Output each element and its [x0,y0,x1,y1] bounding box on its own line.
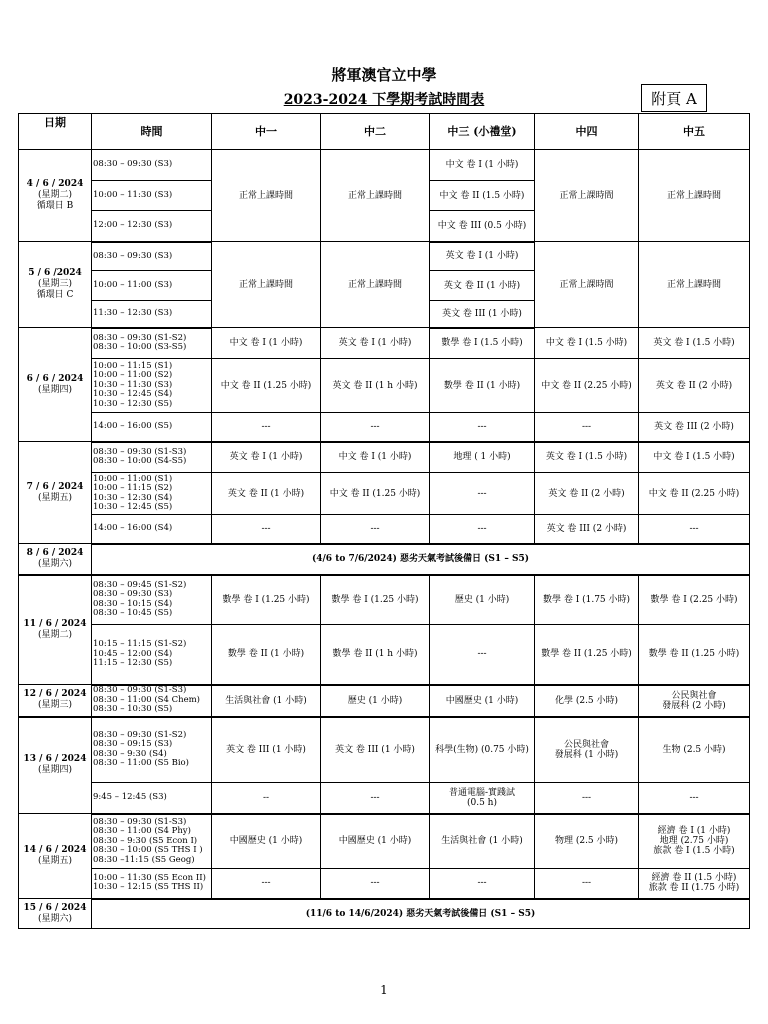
exam-cell: 正常上課時間 [535,242,639,328]
exam-cell: 正常上課時間 [639,242,750,328]
exam-cell: 公民與社會 發展科 (1 小時) [535,717,639,783]
exam-cell: 中文 卷 I (1 小時) [212,328,321,359]
time-cell: 08:30 – 09:30 (S1-S3) 08:30 – 11:00 (S4 Phy) 08:30 – 9:30 (S5 Econ I) 08:30 – 10:00 (S5 THS I ) 08:30 –11:15 (S5 Geog) [92,814,212,869]
exam-cell: --- [212,869,321,899]
time-cell: 10:00 – 11:30 (S5 Econ II) 10:30 – 12:15 (S5 THS II) [92,869,212,899]
exam-cell: 正常上課時間 [212,242,321,328]
exam-cell: --- [321,413,430,442]
exam-cell: 英文 卷 III (1 小時) [212,717,321,783]
header-s5: 中五 [639,114,750,150]
exam-cell: --- [535,413,639,442]
exam-cell: 中文 卷 II (2.25 小時) [639,473,750,515]
time-cell: 10:00 – 11:00 (S1) 10:00 – 11:15 (S2) 10:30 – 12:30 (S4) 10:30 – 12:45 (S5) [92,473,212,515]
table-row [19,515,750,544]
exam-cell: 中文 卷 I (1 小時) [430,150,535,181]
exam-cell: --- [430,869,535,899]
header-time: 時間 [92,114,212,150]
date-cell: 11 / 6 / 2024 (星期二) [19,575,92,685]
exam-cell: 數學 卷 II (1 h 小時) [321,625,430,685]
exam-cell: -- [212,783,321,814]
exam-cell: --- [321,515,430,544]
exam-cell: 英文 卷 II (2 小時) [535,473,639,515]
exam-cell: 數學 卷 I (1.5 小時) [430,328,535,359]
exam-cell: 中國歷史 (1 小時) [430,685,535,717]
date-cell: 4 / 6 / 2024 (星期二) 循環日 B [19,150,92,242]
page-number: 1 [380,983,388,997]
exam-cell: --- [430,473,535,515]
exam-cell: 歷史 (1 小時) [430,575,535,625]
exam-cell: 英文 卷 I (1 小時) [321,328,430,359]
exam-cell: 英文 卷 III (1 小時) [321,717,430,783]
time-cell: 10:00 – 11:15 (S1) 10:00 – 11:00 (S2) 10:30 – 11:30 (S3) 10:30 – 12:45 (S4) 10:30 – 12:30 (S5) [92,359,212,413]
table-row [19,869,750,899]
table-row [19,899,750,929]
exam-cell: 中國歷史 (1 小時) [321,814,430,869]
exam-cell: 數學 卷 II (1.25 小時) [535,625,639,685]
exam-cell: --- [321,783,430,814]
table-row [19,150,750,181]
exam-cell: --- [639,515,750,544]
table-row [19,544,750,575]
exam-cell: --- [430,413,535,442]
exam-cell: --- [212,515,321,544]
exam-cell: 中文 卷 I (1 小時) [321,442,430,473]
school-name: 將軍澳官立中學 [331,66,437,84]
time-cell: 08:30 – 09:30 (S1-S3) 08:30 – 10:00 (S4-S5) [92,442,212,473]
exam-cell: --- [430,515,535,544]
exam-cell: 生物 (2.5 小時) [639,717,750,783]
exam-cell: 中文 卷 I (1.5 小時) [639,442,750,473]
exam-cell: 正常上課時間 [321,242,430,328]
exam-cell: 英文 卷 I (1.5 小時) [639,328,750,359]
time-cell: 08:30 – 09:45 (S1-S2) 08:30 – 09:30 (S3) 08:30 – 10:15 (S4) 08:30 – 10:45 (S5) [92,575,212,625]
exam-cell: 普通電腦-實踐試 (0.5 h) [430,783,535,814]
exam-cell: 經濟 卷 I (1 小時) 地理 (2.75 小時) 旅款 卷 I (1.5 小時) [639,814,750,869]
date-cell: 6 / 6 / 2024 (星期四) [19,328,92,442]
time-cell: 10:15 – 11:15 (S1-S2) 10:45 – 12:00 (S4) 11:15 – 12:30 (S5) [92,625,212,685]
exam-cell: 數學 卷 I (1.75 小時) [535,575,639,625]
exam-cell: 英文 卷 II (2 小時) [639,359,750,413]
exam-cell: 地理 ( 1 小時) [430,442,535,473]
exam-cell: 中文 卷 II (1.25 小時) [321,473,430,515]
exam-timetable [18,113,750,929]
exam-cell: --- [212,413,321,442]
table-row [19,473,750,515]
table-row [19,328,750,359]
exam-cell: 英文 卷 III (2 小時) [535,515,639,544]
exam-cell: 英文 卷 III (1 小時) [430,301,535,328]
exam-cell: --- [430,625,535,685]
time-cell: 10:00 – 11:00 (S3) [92,271,212,301]
time-cell: 10:00 – 11:30 (S3) [92,181,212,211]
exam-cell: 物理 (2.5 小時) [535,814,639,869]
reserve-day-note: (4/6 to 7/6/2024) 惡劣天氣考試後備日 (S1 – S5) [92,544,750,575]
table-row [19,625,750,685]
exam-cell: --- [535,869,639,899]
header-s3: 中三 (小禮堂) [430,114,535,150]
table-row [19,685,750,717]
table-row [19,413,750,442]
exam-cell: 中國歷史 (1 小時) [212,814,321,869]
header-s2: 中二 [321,114,430,150]
exam-cell: 數學 卷 II (1 小時) [212,625,321,685]
page-title: 2023-2024 下學期考試時間表 [283,92,485,108]
time-cell: 08:30 – 09:30 (S1-S2) 08:30 – 09:15 (S3) 08:30 – 9:30 (S4) 08:30 – 11:00 (S5 Bio) [92,717,212,783]
date-cell: 13 / 6 / 2024 (星期四) [19,717,92,814]
exam-cell: 數學 卷 II (1 小時) [430,359,535,413]
exam-cell: 數學 卷 II (1.25 小時) [639,625,750,685]
exam-cell: 中文 卷 II (1.5 小時) [430,181,535,211]
header-date: 日期 [19,114,92,150]
exam-cell: 英文 卷 II (1 小時) [430,271,535,301]
date-cell: 12 / 6 / 2024 (星期三) [19,685,92,717]
table-row [19,575,750,625]
table-row [19,814,750,869]
time-cell: 08:30 – 09:30 (S3) [92,150,212,181]
time-cell: 14:00 – 16:00 (S5) [92,413,212,442]
exam-cell: 經濟 卷 II (1.5 小時) 旅款 卷 II (1.75 小時) [639,869,750,899]
header-s1: 中一 [212,114,321,150]
exam-cell: 英文 卷 II (1 小時) [212,473,321,515]
exam-cell: 正常上課時間 [321,150,430,242]
exam-cell: 公民與社會 發展科 (2 小時) [639,685,750,717]
time-cell: 11:30 – 12:30 (S3) [92,301,212,328]
exam-cell: 英文 卷 I (1.5 小時) [535,442,639,473]
table-row [19,783,750,814]
exam-cell: 歷史 (1 小時) [321,685,430,717]
exam-cell: 英文 卷 I (1 小時) [212,442,321,473]
exam-cell: --- [535,783,639,814]
exam-cell: 中文 卷 III (0.5 小時) [430,211,535,242]
exam-cell: 正常上課時間 [212,150,321,242]
date-cell: 8 / 6 / 2024 (星期六) [19,544,92,575]
date-cell: 15 / 6 / 2024 (星期六) [19,899,92,929]
time-cell: 12:00 – 12:30 (S3) [92,211,212,242]
table-row [19,717,750,783]
exam-cell: --- [639,783,750,814]
table-row [19,359,750,413]
exam-cell: 正常上課時間 [639,150,750,242]
exam-cell: 英文 卷 III (2 小時) [639,413,750,442]
exam-cell: 數學 卷 I (2.25 小時) [639,575,750,625]
exam-cell: 中文 卷 II (2.25 小時) [535,359,639,413]
time-cell: 08:30 – 09:30 (S3) [92,242,212,271]
exam-cell: 正常上課時間 [535,150,639,242]
exam-cell: 生活與社會 (1 小時) [430,814,535,869]
header-row [19,114,750,150]
date-cell: 14 / 6 / 2024 (星期五) [19,814,92,899]
time-cell: 08:30 – 09:30 (S1-S3) 08:30 – 11:00 (S4 Chem) 08:30 – 10:30 (S5) [92,685,212,717]
date-cell: 7 / 6 / 2024 (星期五) [19,442,92,544]
time-cell: 08:30 – 09:30 (S1-S2) 08:30 – 10:00 (S3-S5) [92,328,212,359]
exam-cell: 科學(生物) (0.75 小時) [430,717,535,783]
date-cell: 5 / 6 /2024 (星期三) 循環日 C [19,242,92,328]
exam-cell: 數學 卷 I (1.25 小時) [321,575,430,625]
exam-cell: 英文 卷 II (1 h 小時) [321,359,430,413]
exam-cell: 化學 (2.5 小時) [535,685,639,717]
annex-label: 附頁 A [641,84,707,112]
exam-cell: 中文 卷 I (1.5 小時) [535,328,639,359]
table-row [19,242,750,271]
exam-cell: --- [321,869,430,899]
exam-cell: 數學 卷 I (1.25 小時) [212,575,321,625]
header-s4: 中四 [535,114,639,150]
exam-cell: 生活與社會 (1 小時) [212,685,321,717]
table-row [19,442,750,473]
reserve-day-note: (11/6 to 14/6/2024) 惡劣天氣考試後備日 (S1 – S5) [92,899,750,929]
time-cell: 9:45 – 12:45 (S3) [92,783,212,814]
exam-cell: 中文 卷 II (1.25 小時) [212,359,321,413]
exam-cell: 英文 卷 I (1 小時) [430,242,535,271]
time-cell: 14:00 – 16:00 (S4) [92,515,212,544]
